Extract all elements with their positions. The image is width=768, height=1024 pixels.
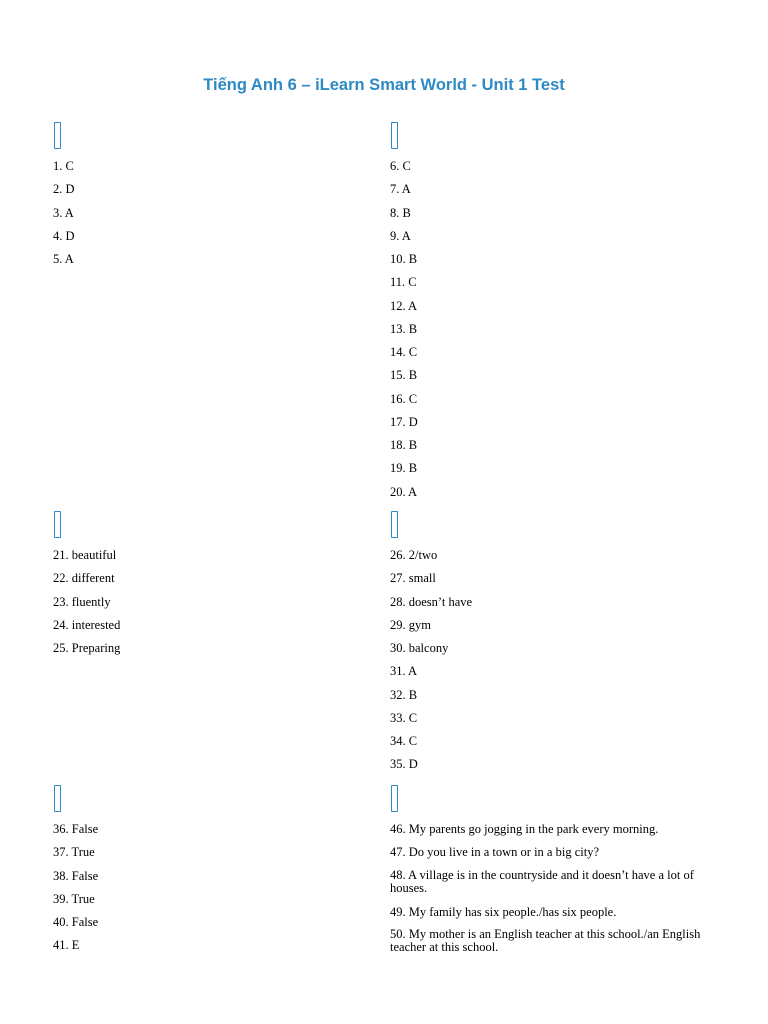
answer-item: 24. interested xyxy=(53,617,121,632)
answer-item: 37. True xyxy=(53,845,95,860)
answer-column-right xyxy=(390,122,720,508)
answer-item: 30. balcony xyxy=(390,641,449,655)
answer-column-right xyxy=(390,511,720,781)
answer-column-left xyxy=(53,511,353,664)
answer-item: 10. B xyxy=(390,252,418,266)
answer-item: 31. A xyxy=(390,664,418,679)
answer-item: 28. doesn’t have xyxy=(390,594,473,609)
answer-item: 26. 2/two xyxy=(390,548,438,562)
answer-item: 35. D xyxy=(390,757,418,772)
answer-item: 25. Preparing xyxy=(53,641,121,655)
answer-item: 19. B xyxy=(390,461,418,476)
answer-item: 12. A xyxy=(390,298,418,313)
section-marker-icon xyxy=(391,785,398,812)
section-marker-icon xyxy=(391,122,398,149)
answer-item: 40. False xyxy=(53,915,99,929)
answer-item: 2. D xyxy=(53,182,75,197)
answer-item: 41. E xyxy=(53,938,80,953)
answer-item: 29. gym xyxy=(390,617,431,632)
answer-item: 7. A xyxy=(390,182,411,197)
answer-item: 15. B xyxy=(390,368,418,383)
answer-item: 21. beautiful xyxy=(53,548,117,562)
answer-item: 46. My parents go jogging in the park every morning. xyxy=(390,822,659,836)
answer-column-right xyxy=(390,785,720,964)
answer-item: 49. My family has six people./has six people. xyxy=(390,904,617,919)
answer-item: 47. Do you live in a town or in a big city? xyxy=(390,845,599,860)
answer-item: 3. A xyxy=(53,205,74,220)
answer-column-left xyxy=(53,785,353,962)
section-marker-icon xyxy=(54,511,61,538)
answer-item: 50. My mother is an English teacher at this school./an English teacher at this school. xyxy=(390,926,701,955)
answer-item: 39. True xyxy=(53,891,95,906)
answer-item: 23. fluently xyxy=(53,594,111,609)
answer-item: 5. A xyxy=(53,252,74,266)
answer-item: 32. B xyxy=(390,687,418,702)
answer-item: 36. False xyxy=(53,822,99,836)
answer-item: 8. B xyxy=(390,205,411,220)
answer-item: 4. D xyxy=(53,228,75,243)
page-title: Tiếng Anh 6 – iLearn Smart World - Unit 1 Test xyxy=(203,76,565,94)
section-marker-icon xyxy=(391,511,398,538)
answer-item: 9. A xyxy=(390,228,411,243)
answer-item: 48. A village is in the countryside and it doesn’t have a lot of houses. xyxy=(390,867,694,895)
answer-item: 20. A xyxy=(390,484,418,499)
section-marker-icon xyxy=(54,785,61,812)
answer-item: 1. C xyxy=(53,159,74,173)
answer-item: 14. C xyxy=(390,345,418,359)
answer-item: 38. False xyxy=(53,868,99,883)
answer-item: 34. C xyxy=(390,734,418,748)
answer-item: 18. B xyxy=(390,438,418,452)
answer-column-left xyxy=(53,122,353,275)
answer-item: 33. C xyxy=(390,710,418,725)
answer-item: 13. B xyxy=(390,321,418,336)
answer-item: 17. D xyxy=(390,414,418,429)
answer-item: 22. different xyxy=(53,571,115,586)
answer-item: 16. C xyxy=(390,391,418,406)
answer-item: 6. C xyxy=(390,159,411,173)
answer-item: 27. small xyxy=(390,571,436,586)
section-marker-icon xyxy=(54,122,61,149)
answer-item: 11. C xyxy=(390,275,417,290)
